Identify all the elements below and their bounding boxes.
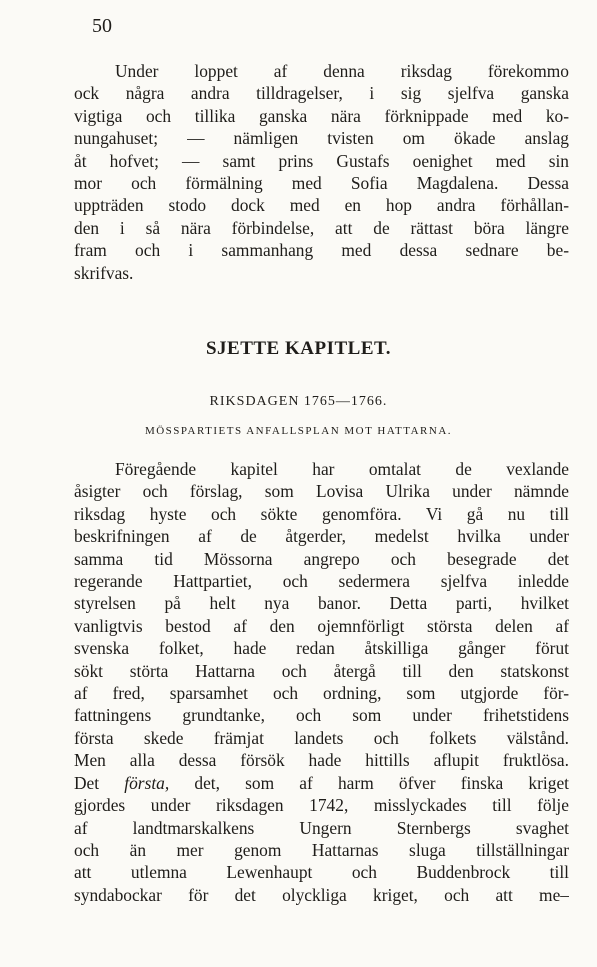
text-line: af fred, sparsamhet och ordning, som utgjorde för- [74, 683, 569, 704]
text-line: svenska folket, hade redan åtskilliga gånger förut [74, 638, 569, 659]
text-line: Men alla dessa försök hade hittills aflupit fruktlösa. [74, 750, 569, 771]
page-number: 50 [92, 15, 112, 37]
paragraph-intro [74, 60, 569, 284]
text-line: vanligtvis bestod af den ojemnförligt största delen af [74, 615, 569, 636]
text-line: Under loppet af denna riksdag förekommo [115, 61, 569, 81]
text-line: syndabockar för det olyckliga kriget, och att me– [74, 884, 569, 905]
text-line: styrelsen på helt nya banor. Detta parti, hvilket [74, 593, 569, 614]
text-line: åt hofvet; — samt prins Gustafs oenighet med sin [74, 150, 569, 171]
text-line: att utlemna Lewenhaupt och Buddenbrock till [74, 862, 569, 883]
text-line: Föregående kapitel har omtalat de vexlande [115, 459, 569, 479]
chapter-title: SJETTE KAPITLET. [205, 338, 392, 359]
text-line: mor och förmälning med Sofia Magdalena. Dessa [74, 173, 569, 194]
emphasized-word: första, [124, 772, 170, 793]
text-fragment: det, som af harm öfver finska kriget [169, 772, 569, 793]
text-line: gjordes under riksdagen 1742, misslyckades till följe [74, 795, 569, 816]
text-line: fram och i sammanhang med dessa sednare be- [74, 240, 569, 261]
text-line: åsigter och förslag, som Lovisa Ulrika under nämnde [74, 481, 569, 502]
text-line: regerande Hattpartiet, och sedermera sjelfva inledde [74, 571, 569, 592]
text-line: och än mer genom Hattarnas sluga tillställningar [74, 839, 569, 860]
text-line: skrifvas. [74, 262, 134, 283]
text-fragment: Det [74, 772, 125, 793]
section-subheading: MÖSSPARTIETS ANFALLSPLAN MOT HATTARNA. [144, 425, 453, 437]
text-line: den i så nära förbindelse, att de rättast böra längre [74, 217, 569, 238]
text-line: riksdag hyste och sökte genomföra. Vi gå nu till [74, 503, 569, 524]
text-line: vigtiga och tillika ganska nära förknippade med ko- [74, 105, 569, 126]
text-line: uppträden stodo dock med en hop andra förhållan- [74, 195, 569, 216]
text-line: samma tid Mössorna angrepo och besegrade det [74, 548, 569, 569]
text-line: första skede främjat landets och folkets välstånd. [74, 727, 569, 748]
text-line: af landtmarskalkens Ungern Sternbergs svaghet [74, 817, 569, 838]
text-line: nungahuset; — nämligen tvisten om ökade anslag [74, 128, 569, 149]
text-line: sökt störta Hattarna och återgå till den statskonst [74, 660, 569, 681]
text-line: beskrifningen af de åtgerder, medelst hvilka under [74, 526, 569, 547]
chapter-subtitle: RIKSDAGEN 1765—1766. [209, 394, 388, 409]
text-line [74, 772, 569, 794]
text-line: fattningens grundtanke, och som under frihetstidens [74, 705, 569, 726]
paragraph-main [74, 458, 569, 906]
text-line: ock några andra tilldragelser, i sig sjelfva ganska [74, 83, 569, 104]
